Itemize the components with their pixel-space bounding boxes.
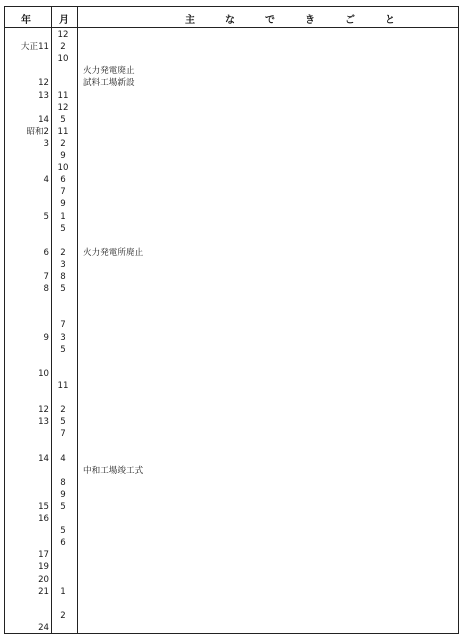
table-row: [5, 525, 458, 537]
table-row: [5, 344, 458, 356]
row-month: 5: [60, 501, 66, 512]
table-row: [5, 574, 458, 586]
row-month: 1: [60, 586, 66, 597]
table-row: [5, 549, 458, 561]
row-month: 5: [60, 344, 66, 355]
row-year: 8: [43, 284, 49, 295]
row-month: 5: [60, 526, 66, 537]
row-year: 24: [38, 622, 49, 633]
table-row: [5, 90, 458, 102]
row-year: 19: [38, 562, 49, 573]
row-year: 昭和2: [26, 126, 49, 137]
row-month: 5: [60, 417, 66, 428]
table-row: [5, 126, 458, 138]
table-row: [5, 174, 458, 186]
row-month: 10: [57, 163, 69, 174]
row-month: 7: [60, 429, 66, 440]
row-year: 21: [38, 586, 49, 597]
row-year: 13: [38, 417, 49, 428]
table-row: [5, 114, 458, 126]
table-row: [5, 235, 458, 247]
row-year: 7: [43, 272, 49, 282]
row-month: 9: [60, 199, 66, 210]
row-month: 9: [60, 489, 66, 500]
table-row: [5, 53, 458, 65]
row-month: 2: [60, 42, 66, 53]
row-month: 3: [60, 259, 66, 270]
table-row: [5, 453, 458, 465]
table-row: [5, 259, 458, 271]
row-year: 14: [38, 453, 49, 464]
row-month: 1: [60, 211, 66, 222]
row-month: 11: [57, 380, 69, 391]
row-month: 3: [60, 332, 66, 343]
row-month: 5: [60, 284, 66, 295]
row-year: 10: [38, 368, 49, 379]
row-month: 12: [57, 30, 69, 40]
row-month: 8: [60, 477, 66, 488]
row-event: 中和工場竣工式: [83, 465, 144, 476]
row-year: 17: [38, 550, 49, 561]
row-month: 2: [60, 610, 66, 621]
table-row: [5, 283, 458, 295]
table-row: [5, 295, 458, 307]
row-year: 9: [43, 332, 49, 343]
table-row: [5, 610, 458, 622]
row-event: 試料工場新設: [83, 78, 135, 89]
table-row: [5, 586, 458, 598]
table-row: [5, 247, 458, 259]
table-row: [5, 102, 458, 114]
table-row: [5, 223, 458, 235]
chronology-table: [4, 6, 459, 634]
row-year: 16: [38, 514, 49, 524]
header-events: 主なできごと: [185, 15, 425, 26]
table-row: [5, 150, 458, 162]
row-year: 4: [43, 175, 49, 186]
row-year: 12: [38, 405, 49, 416]
table-row: [5, 271, 458, 283]
table-row: [5, 332, 458, 344]
row-year: 大正11: [20, 42, 49, 53]
table-row: [5, 29, 458, 41]
table-row: [5, 465, 458, 477]
row-month: 6: [60, 538, 66, 549]
row-month: 9: [60, 151, 66, 161]
row-year: 13: [38, 90, 49, 101]
row-month: 11: [57, 90, 69, 101]
table-row: [5, 41, 458, 53]
row-month: 2: [60, 247, 66, 258]
header-year: 年: [21, 15, 31, 26]
table-row: [5, 392, 458, 404]
table-row: [5, 211, 458, 223]
table-row: [5, 428, 458, 440]
row-month: 2: [60, 405, 66, 416]
table-row: [5, 65, 458, 77]
header-month: 月: [59, 15, 69, 26]
row-year: 5: [43, 211, 49, 222]
table-row: [5, 537, 458, 549]
row-year: 20: [38, 574, 49, 585]
row-month: 7: [60, 187, 66, 198]
row-month: 10: [57, 54, 69, 65]
table-row: [5, 138, 458, 150]
table-row: [5, 513, 458, 525]
table-row: [5, 356, 458, 368]
table-row: [5, 380, 458, 392]
table-header: [5, 7, 458, 28]
row-month: 6: [60, 175, 66, 186]
row-month: 5: [60, 223, 66, 234]
table-row: [5, 598, 458, 610]
table-row: [5, 368, 458, 380]
table-row: [5, 561, 458, 573]
row-event: 火力発電所廃止: [83, 247, 144, 258]
table-row: [5, 186, 458, 198]
row-month: 4: [60, 453, 66, 464]
table-row: [5, 622, 458, 634]
row-year: 14: [38, 114, 49, 125]
row-month: 8: [60, 272, 66, 282]
table-row: [5, 198, 458, 210]
row-month: 7: [60, 320, 66, 331]
row-year: 3: [43, 138, 49, 149]
row-month: 11: [57, 126, 69, 137]
row-event: 火力発電廃止: [83, 66, 135, 77]
row-year: 12: [38, 78, 49, 89]
table-row: [5, 162, 458, 174]
row-year: 6: [43, 247, 49, 258]
row-month: 2: [60, 138, 66, 149]
row-month: 5: [60, 114, 66, 125]
table-row: [5, 489, 458, 501]
table-row: [5, 404, 458, 416]
row-year: 15: [38, 501, 49, 512]
table-row: [5, 307, 458, 319]
table-row: [5, 440, 458, 452]
table-row: [5, 477, 458, 489]
table-row: [5, 319, 458, 331]
table-row: [5, 501, 458, 513]
table-row: [5, 416, 458, 428]
table-row: [5, 77, 458, 89]
row-month: 12: [57, 102, 69, 113]
